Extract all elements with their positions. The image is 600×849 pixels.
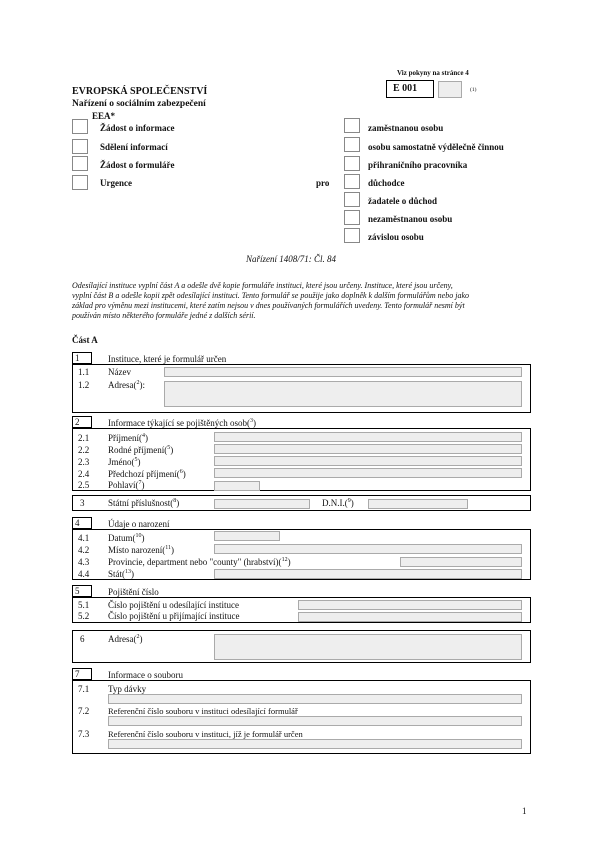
part-a-heading: Část A	[72, 335, 98, 345]
row-4-1-number: 4.1	[78, 533, 90, 543]
sex-field[interactable]	[214, 481, 260, 491]
row-1-1-number: 1.1	[78, 367, 90, 377]
receiving-insurance-label: Číslo pojištění u přijímající instituce	[108, 611, 240, 621]
birth-surname-field[interactable]	[214, 444, 522, 454]
row-2-5-number: 2.5	[78, 480, 90, 490]
sending-reference-label: Referenční číslo souboru v instituci odesílající formulář	[108, 706, 298, 716]
form-code: E 001	[386, 80, 434, 98]
section-1-number: 1	[72, 352, 92, 364]
checkbox-pensioner[interactable]	[344, 174, 360, 189]
section-7-title: Informace o souboru	[108, 670, 183, 680]
birth-place-field[interactable]	[214, 544, 522, 554]
checkbox-request-info[interactable]	[72, 119, 88, 134]
checkbox-employed[interactable]	[344, 118, 360, 133]
person-address-label: Adresa($^2$)	[108, 634, 143, 644]
checkbox-frontier-worker[interactable]	[344, 156, 360, 171]
country-field[interactable]	[214, 569, 522, 579]
row-1-2-number: 1.2	[78, 380, 90, 390]
sending-reference-field[interactable]	[108, 716, 522, 726]
option-self-employed: osobu samostatně výdělečně činnou	[368, 142, 504, 152]
checkbox-dependant[interactable]	[344, 228, 360, 243]
row-2-3-number: 2.3	[78, 457, 90, 467]
option-provide-info: Sdělení informací	[100, 142, 168, 152]
section-4-title: Údaje o narození	[108, 519, 170, 529]
birth-date-label: Datum($^{10}$)	[108, 533, 145, 543]
birth-surname-label: Rodné příjmení($^5$)	[108, 445, 174, 455]
intro-line-2: vyplní část B a odešle kopii zpět odesílající instituci. Tento formulář se použije jako doplněk k dalším formulářům nebo jako	[72, 291, 469, 300]
birth-place-label: Místo narození($^{11}$)	[108, 545, 175, 555]
person-address-field[interactable]	[214, 634, 522, 660]
option-pensioner: důchodce	[368, 178, 405, 188]
row-7-2-number: 7.2	[78, 706, 90, 716]
row-2-2-number: 2.2	[78, 445, 90, 455]
checkbox-unemployed[interactable]	[344, 210, 360, 225]
sending-insurance-label: Číslo pojištění u odesílající instituce	[108, 600, 239, 610]
birth-date-field[interactable]	[214, 531, 280, 541]
section-1-title: Instituce, které je formulář určen	[108, 354, 227, 364]
row-5-1-number: 5.1	[78, 600, 90, 610]
section-6-number: 6	[80, 634, 85, 644]
intro-line-1: Odesílající instituce vyplní část A a odešle dvě kopie formuláře instituci, které jsou určeny. Instituce, které jsou určeny,	[72, 281, 453, 290]
dni-field[interactable]	[368, 499, 468, 509]
row-4-2-number: 4.2	[78, 545, 90, 555]
surname-field[interactable]	[214, 432, 522, 442]
row-7-3-number: 7.3	[78, 729, 90, 739]
section-2-title: Informace týkající se pojištěných osob($^3$)	[108, 418, 256, 428]
section-3-number: 3	[80, 498, 85, 508]
sex-label: Pohlaví($^7$)	[108, 480, 145, 490]
form-code-extra-field[interactable]	[438, 81, 462, 98]
option-frontier-worker: přihraničního pracovníka	[368, 160, 468, 170]
name-label: Název	[108, 367, 131, 377]
previous-surname-label: Předchozí příjmení($^6$)	[108, 469, 186, 479]
surname-label: Příjmení($^4$)	[108, 433, 148, 443]
province-label: Provincie, department nebo "county" (hrabství)($^{12}$)	[108, 557, 291, 567]
province-field[interactable]	[400, 557, 522, 567]
section-4-number: 4	[72, 517, 92, 529]
institution-name-field[interactable]	[164, 367, 522, 377]
section-2-number: 2	[72, 416, 92, 428]
pro-label: pro	[316, 178, 330, 188]
country-label: Stát($^{13}$)	[108, 569, 134, 579]
benefit-type-label: Typ dávky	[108, 684, 147, 694]
row-7-1-number: 7.1	[78, 684, 90, 694]
row-5-2-number: 5.2	[78, 611, 90, 621]
section-5-title: Pojištění číslo	[108, 587, 159, 597]
first-name-field[interactable]	[214, 456, 522, 466]
see-instructions: Viz pokyny na stránce 4	[397, 69, 469, 77]
receiving-insurance-field[interactable]	[298, 612, 522, 622]
option-employed: zaměstnanou osobu	[368, 123, 444, 133]
option-reminder: Urgence	[100, 178, 132, 188]
form-code-note: (1)	[470, 87, 477, 93]
intro-line-3: základ pro výměnu mezi institucemi, které zatím nejsou v dnes používaných formulářích uvedeny. Tento formulář nesmí být	[72, 301, 465, 310]
row-2-4-number: 2.4	[78, 469, 90, 479]
nationality-field[interactable]	[214, 499, 310, 509]
checkbox-request-forms[interactable]	[72, 156, 88, 171]
regulation-title: Nařízení o sociálním zabezpečení	[72, 99, 206, 109]
option-unemployed: nezaměstnanou osobu	[368, 214, 453, 224]
regulation-reference: Nařízení 1408/71: Čl. 84	[246, 254, 337, 264]
checkbox-reminder[interactable]	[72, 175, 88, 190]
checkbox-provide-info[interactable]	[72, 139, 88, 154]
eea-label: EEA*	[92, 111, 116, 121]
previous-surname-field[interactable]	[214, 468, 522, 478]
dni-label: D.N.I.($^9$)	[322, 498, 354, 508]
page-number: 1	[522, 806, 527, 816]
row-4-4-number: 4.4	[78, 569, 90, 579]
benefit-type-field[interactable]	[108, 694, 522, 704]
option-pension-claimant: žadatele o důchod	[368, 196, 438, 206]
option-request-forms: Žádost o formuláře	[100, 160, 175, 170]
row-4-3-number: 4.3	[78, 557, 90, 567]
sending-insurance-field[interactable]	[298, 600, 522, 610]
receiving-reference-field[interactable]	[108, 739, 522, 749]
intro-line-4: používán místo některého formuláře jedné z dalších sérií.	[72, 311, 256, 320]
first-name-label: Jméno($^5$)	[108, 457, 141, 467]
checkbox-pension-claimant[interactable]	[344, 192, 360, 207]
section-5-number: 5	[72, 585, 92, 597]
org-title: EVROPSKÁ SPOLEČENSTVÍ	[72, 86, 208, 97]
checkbox-self-employed[interactable]	[344, 137, 360, 152]
nationality-label: Státní příslušnost($^8$)	[108, 498, 180, 508]
option-dependant: závislou osobu	[368, 232, 424, 242]
option-request-info: Žádost o informace	[100, 123, 175, 133]
row-2-1-number: 2.1	[78, 433, 90, 443]
section-7-number: 7	[72, 668, 92, 680]
receiving-reference-label: Referenční číslo souboru v instituci, jíž je formulář určen	[108, 729, 303, 739]
institution-address-field[interactable]	[164, 381, 522, 407]
address-label: Adresa($^2$):	[108, 380, 145, 390]
